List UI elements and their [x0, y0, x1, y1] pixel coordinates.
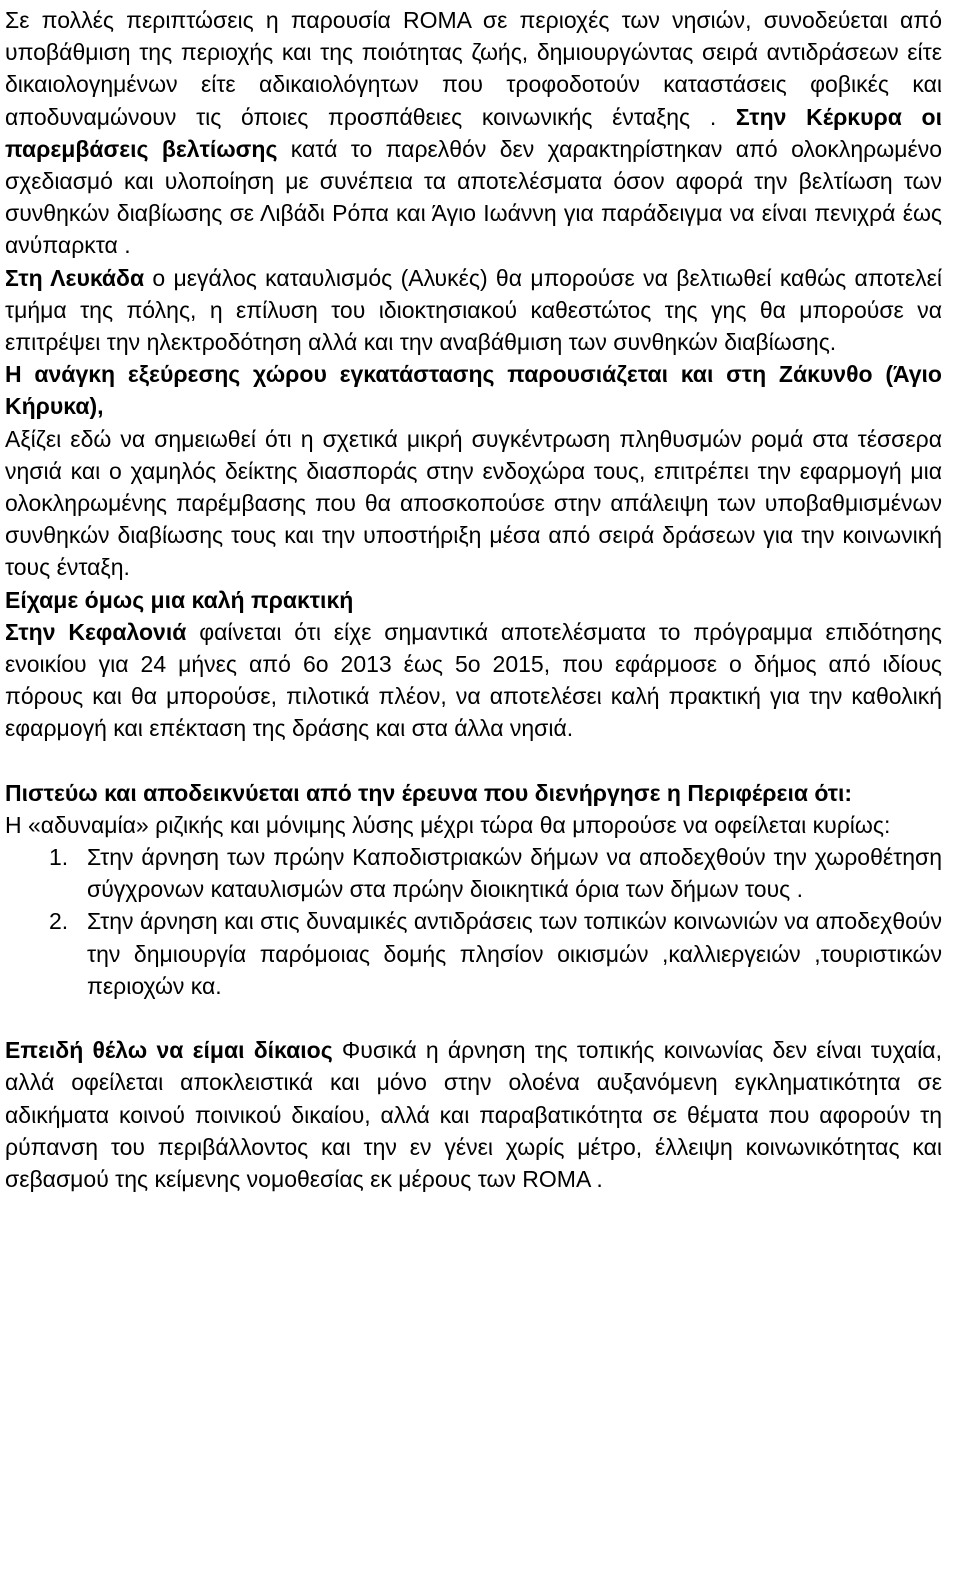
paragraph-inability: Η «αδυναμία» ριζικής και μόνιμης λύσης μέχρι τώρα θα μπορούσε να οφείλεται κυρίως: [5, 811, 891, 838]
bold-lead-corfu: Στην Κέρκυρα οι παρεμβάσεις βελτίωσης [5, 103, 943, 162]
paragraph-corfu [5, 4, 942, 262]
paragraph-text: κατά το παρελθόν δεν χαρακτηρίστηκαν από ολοκληρωμένο σχεδιασμό και υλοποίηση με συνέπεια τα αποτελέσματα όσον αφορά την βελτίωση των συνθηκών διαβίωσης σε Λιβάδι Ρόπα και Άγιο Ιωάννη για παράδειγμα να είναι πενιχρά έως ανύπαρκτα . [5, 135, 942, 259]
list-item [5, 841, 942, 905]
paragraph-text: Σε πολλές περιπτώσεις η παρουσία ROMA σε περιοχές των νησιών, συνοδεύεται από υποβάθμιση της περιοχής και της ποιότητας ζωής, δημιουργώντας σειρά αντιδράσεων είτε δικαιολογημένων είτε αδικαιολόγητων που τροφοδοτούν καταστάσεις φοβικές και αποδυναμώνουν τις όποιες προσπάθειες κοινωνικής ένταξης . [5, 7, 942, 130]
bold-lead-lefkada: Στη Λευκάδα [5, 264, 145, 291]
heading-zakynthos: Η ανάγκη εξεύρεσης χώρου εγκατάστασης παρουσιάζεται και στη Ζάκυνθο (Άγιο Κήρυκα), [5, 361, 942, 420]
list-item-text: Στην άρνηση και στις δυναμικές αντιδράσεις των τοπικών κοινωνιών να αποδεχθούν την δημιουργία παρόμοιας δομής πλησίον οικισμών ,καλλιεργειών ,τουριστικών περιοχών κα. [87, 908, 942, 999]
paragraph-population: Αξίζει εδώ να σημειωθεί ότι η σχετικά μικρή συγκέντρωση πληθυσμών ρομά στα τέσσερα νησιά και ο χαμηλός δείκτης διασποράς στην ενδοχώρα τους, επιτρέπει την εφαρμογή μια ολοκληρωμένης παρέμβασης που θα αποσκοπούσε στην απάλειψη των υποβαθμισμένων συνθηκών διαβίωσης τους και την υποστήριξη μέσα από σειρά δράσεων για την κοινωνική τους ένταξη. [5, 425, 942, 581]
heading-research: Πιστεύω και αποδεικνύεται από την έρευνα που διενήργησε η Περιφέρεια ότι: [5, 779, 853, 806]
blank-line [5, 745, 942, 777]
paragraph-text: ο μεγάλος καταυλισμός (Αλυκές) θα μπορούσε να βελτιωθεί καθώς αποτελεί τμήμα της πόλης, η επίλυση του ιδιοκτησιακού καθεστώτος της γης θα μπορούσε να επιτρέψει την ηλεκτροδότηση αλλά και την αναβάθμιση των συνθηκών διαβίωσης. [5, 264, 942, 356]
paragraph-lefkada [5, 262, 942, 359]
document-page [5, 4, 942, 1195]
list-item-text: Στην άρνηση των πρώην Καποδιστριακών δήμων να αποδεχθούν την χωροθέτηση σύγχρονων καταυλισμών στα πρώην διοικητικά όρια των δήμων τους . [87, 844, 942, 903]
list-number: 2. [49, 908, 69, 935]
list-number: 1. [49, 844, 69, 871]
paragraph-fairness [5, 1034, 942, 1195]
paragraph-kefalonia [5, 616, 942, 745]
heading-good-practice: Είχαμε όμως μια καλή πρακτική [5, 586, 354, 613]
numbered-list [5, 841, 942, 1002]
blank-line [5, 1002, 942, 1034]
paragraph-text: φαίνεται ότι είχε σημαντικά αποτελέσματα το πρόγραμμα επιδότησης ενοικίου για 24 μήνες από 6ο 2013 έως 5ο 2015, που εφάρμοσε ο δήμος από ιδίους πόρους και θα μπορούσε, πιλοτικά πλέον, να αποτελέσει καλή πρακτική για την καθολική εφαρμογή και επέκταση της δράσης και στα άλλα νησιά. [5, 618, 942, 742]
bold-lead-kefalonia: Στην Κεφαλονιά [5, 618, 187, 645]
list-item [5, 905, 942, 1002]
paragraph-text: Φυσικά η άρνηση της τοπικής κοινωνίας δεν είναι τυχαία, αλλά οφείλεται αποκλειστικά και μόνο στην ολοένα αυξανόμενη εγκληματικότητα σε αδικήματα κοινού ποινικού δικαίου, αλλά και παραβατικότητα σε θέματα που αφορούν τη ρύπανση του περιβάλλοντος και την εν γένει χωρίς μέτρο, έλλειψη κοινωνικότητας και σεβασμού της κείμενης νομοθεσίας εκ μέρους των ROMA . [5, 1037, 942, 1192]
bold-lead-fairness: Επειδή θέλω να είμαι δίκαιος [5, 1037, 333, 1064]
